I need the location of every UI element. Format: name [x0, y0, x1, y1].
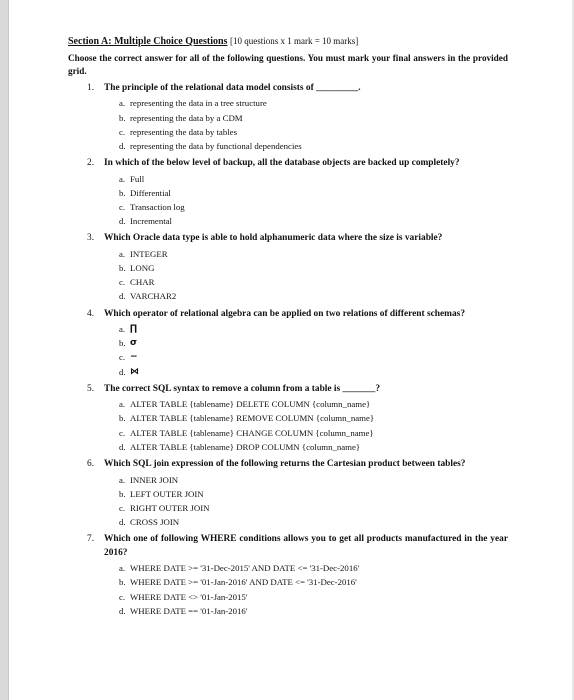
option-text: Full — [130, 173, 145, 184]
question-list — [68, 82, 508, 618]
question-3 — [68, 232, 508, 303]
option-b — [119, 111, 508, 125]
question-number: 2. — [87, 158, 95, 169]
option-symbol: σ — [130, 338, 138, 349]
option-text: ALTER TABLE {tablename} DROP COLUMN {column_name} — [130, 441, 361, 452]
option-letter: d. — [119, 141, 126, 152]
option-a — [119, 397, 508, 411]
option-a — [119, 172, 508, 186]
option-text: Transaction log — [130, 202, 185, 213]
option-a — [119, 247, 508, 261]
option-text: WHERE DATE == '01-Jan-2016' — [130, 605, 248, 616]
option-text: INTEGER — [130, 248, 168, 259]
option-list — [119, 172, 508, 229]
question-number: 5. — [87, 383, 95, 394]
option-text: WHERE DATE >= '01-Jan-2016' AND DATE <= '31-Dec-2016' — [130, 577, 357, 588]
option-text: representing the data in a tree structure — [130, 98, 267, 109]
question-line — [68, 157, 508, 170]
option-list — [119, 96, 508, 153]
option-letter: b. — [119, 577, 126, 588]
option-letter: a. — [119, 563, 126, 574]
option-letter: d. — [119, 605, 126, 616]
option-text: Incremental — [130, 216, 173, 227]
option-a — [119, 473, 508, 487]
option-d — [119, 365, 508, 379]
option-letter: a. — [119, 324, 126, 335]
option-letter: c. — [119, 502, 126, 513]
question-1 — [68, 82, 508, 153]
section-label: Section A: Multiple Choice Questions — [68, 36, 228, 47]
question-number: 4. — [87, 308, 95, 319]
option-d — [119, 515, 508, 529]
question-6 — [68, 458, 508, 529]
instructions: Choose the correct answer for all of the following questions. You must mark your final answers in the provided grid. — [68, 53, 508, 76]
option-text: CROSS JOIN — [130, 517, 180, 528]
option-c — [119, 501, 508, 515]
option-text: ALTER TABLE {tablename} DELETE COLUMN {column_name} — [130, 399, 371, 410]
option-b — [119, 575, 508, 589]
question-line — [68, 308, 508, 321]
option-text: representing the data by tables — [130, 126, 237, 137]
option-letter: d. — [119, 291, 126, 302]
option-letter: a. — [119, 248, 126, 259]
question-line — [68, 383, 508, 396]
option-d — [119, 440, 508, 454]
option-text: CHAR — [130, 277, 155, 288]
option-letter: b. — [119, 187, 126, 198]
question-4 — [68, 308, 508, 379]
question-line — [68, 533, 508, 560]
question-7 — [68, 533, 508, 618]
option-b — [119, 487, 508, 501]
option-a — [119, 561, 508, 575]
option-text: ALTER TABLE {tablename} CHANGE COLUMN {column_name} — [130, 427, 374, 438]
section-meta: [10 questions x 1 mark = 10 marks] — [229, 36, 359, 46]
option-d — [119, 214, 508, 228]
option-c — [119, 590, 508, 604]
option-symbol: ∏ — [130, 324, 138, 335]
option-letter: b. — [119, 112, 126, 123]
option-text: INNER JOIN — [130, 474, 179, 485]
exam-page — [68, 34, 508, 618]
option-text: RIGHT OUTER JOIN — [130, 502, 210, 513]
option-text: LEFT OUTER JOIN — [130, 488, 204, 499]
option-letter: b. — [119, 488, 126, 499]
option-letter: c. — [119, 352, 126, 363]
option-letter: a. — [119, 399, 126, 410]
option-letter: d. — [119, 441, 126, 452]
option-letter: c. — [119, 126, 126, 137]
option-b — [119, 261, 508, 275]
option-letter: a. — [119, 98, 126, 109]
option-letter: a. — [119, 173, 126, 184]
option-c — [119, 125, 508, 139]
option-b — [119, 186, 508, 200]
option-list — [119, 473, 508, 530]
question-number: 1. — [87, 83, 95, 93]
option-c — [119, 350, 508, 364]
option-list — [119, 247, 508, 304]
option-list — [119, 322, 508, 379]
option-letter: a. — [119, 474, 126, 485]
question-text: Which operator of relational algebra can be applied on two relations of different schemas? — [104, 308, 466, 319]
option-letter: b. — [119, 338, 126, 349]
option-text: WHERE DATE <> '01-Jan-2015' — [130, 591, 248, 602]
option-list — [119, 397, 508, 454]
question-text: In which of the below level of backup, all the database objects are backed up completely? — [104, 158, 460, 169]
option-b — [119, 411, 508, 425]
option-c — [119, 200, 508, 214]
option-text: representing the data by a CDM — [130, 112, 243, 123]
option-letter: d. — [119, 366, 126, 377]
question-text: Which Oracle data type is able to hold alphanumeric data where the size is variable? — [104, 233, 443, 244]
question-5 — [68, 383, 508, 454]
question-line — [68, 82, 508, 95]
option-a — [119, 322, 508, 336]
option-letter: d. — [119, 216, 126, 227]
section-heading — [68, 34, 508, 49]
option-symbol: ⋈ — [130, 366, 139, 377]
option-letter: c. — [119, 277, 126, 288]
question-number: 6. — [87, 459, 95, 470]
option-text: Differential — [130, 187, 171, 198]
option-letter: b. — [119, 263, 126, 274]
question-text: Which one of following WHERE conditions allows you to get all products manufactured in the year 2016? — [104, 534, 508, 558]
option-letter: c. — [119, 202, 126, 213]
option-d — [119, 289, 508, 303]
option-text: VARCHAR2 — [130, 291, 177, 302]
option-text: LONG — [130, 263, 155, 274]
question-2 — [68, 157, 508, 228]
question-text: Which SQL join expression of the following returns the Cartesian product between tables? — [104, 459, 466, 470]
question-number: 7. — [87, 534, 95, 545]
question-text: The correct SQL syntax to remove a column from a table is _______? — [104, 383, 381, 394]
option-d — [119, 139, 508, 153]
option-a — [119, 96, 508, 110]
option-text: ALTER TABLE {tablename} REMOVE COLUMN {column_name} — [130, 413, 375, 424]
option-symbol: − — [130, 352, 138, 363]
option-letter: c. — [119, 427, 126, 438]
question-number: 3. — [87, 233, 95, 244]
question-line — [68, 458, 508, 471]
option-d — [119, 604, 508, 618]
question-text: The principle of the relational data model consists of _________. — [104, 83, 361, 93]
option-text: representing the data by functional dependencies — [130, 141, 302, 152]
option-b — [119, 336, 508, 350]
option-letter: d. — [119, 517, 126, 528]
option-c — [119, 426, 508, 440]
scan-left-edge — [0, 0, 9, 700]
option-c — [119, 275, 508, 289]
option-text: WHERE DATE >= '31-Dec-2015' AND DATE <= '31-Dec-2016' — [130, 563, 360, 574]
question-line — [68, 232, 508, 245]
option-list — [119, 561, 508, 618]
option-letter: c. — [119, 591, 126, 602]
option-letter: b. — [119, 413, 126, 424]
